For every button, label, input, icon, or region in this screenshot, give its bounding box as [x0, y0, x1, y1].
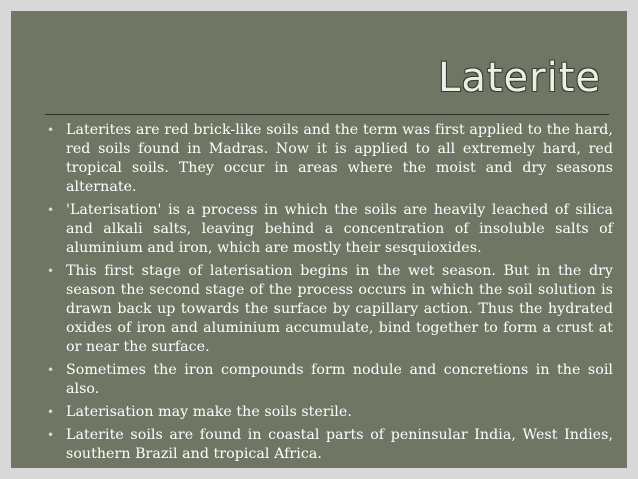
bullet-text: Laterites are red brick-like soils and the term was first applied to the hard, red soils found in Madras. Now it is applied to all extremely hard, red tropical soils. They occur in areas where the moist and dry seasons alternate.	[66, 122, 613, 195]
bullet-icon: •	[47, 363, 55, 377]
bullet-item-locations	[47, 426, 613, 464]
bullet-item-laterites-definition	[47, 121, 613, 197]
bullet-text: Laterite soils are found in coastal parts of peninsular India, West Indies, southern Brazil and tropical Africa.	[66, 427, 613, 462]
bullet-text: Sometimes the iron compounds form nodule and concretions in the soil also.	[66, 362, 613, 397]
content-panel	[11, 11, 627, 468]
slide-title: Laterite	[438, 55, 601, 101]
bullet-text: 'Laterisation' is a process in which the soils are heavily leached of silica and alkali salts, leaving behind a concentration of insoluble salts of aluminium and iron, which are mostly their sesquioxides.	[66, 202, 613, 256]
bullet-text: This first stage of laterisation begins in the wet season. But in the dry season the second stage of the process occurs in which the soil solution is drawn back up towards the surface by capillary action. Thus the hydrated oxides of iron and aluminium accumulate, bind together to form a crust at or near the surface.	[66, 263, 613, 355]
bullet-icon: •	[47, 123, 55, 137]
bullet-icon: •	[47, 203, 55, 217]
title-divider	[45, 114, 609, 115]
bullet-list	[47, 121, 613, 464]
bullet-icon: •	[47, 428, 55, 442]
bullet-item-iron-compounds	[47, 361, 613, 399]
bullet-text: Laterisation may make the soils sterile.	[66, 404, 352, 420]
bullet-icon: •	[47, 405, 55, 419]
bullet-item-laterisation-process	[47, 201, 613, 258]
bullet-icon: •	[47, 264, 55, 278]
bullet-item-sterile	[47, 403, 613, 422]
bullet-content	[47, 121, 613, 468]
bullet-item-stages	[47, 262, 613, 357]
